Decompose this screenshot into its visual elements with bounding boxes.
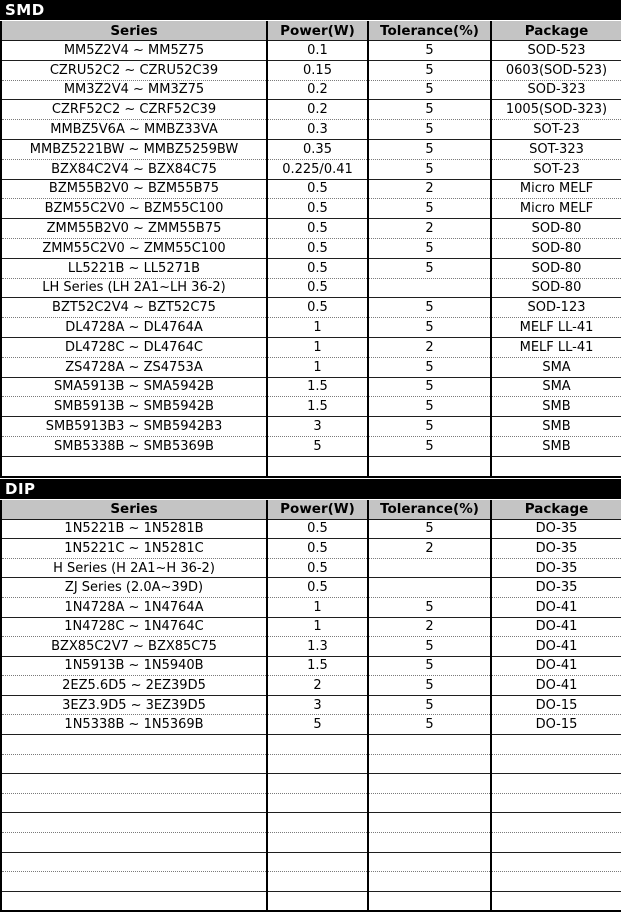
package-cell: MELF LL-41 bbox=[491, 318, 621, 338]
tolerance-cell: 5 bbox=[368, 159, 491, 179]
series-cell bbox=[1, 891, 267, 911]
table-row bbox=[1, 872, 621, 892]
power-cell: 0.2 bbox=[267, 80, 368, 100]
header-row bbox=[1, 21, 621, 41]
power-cell bbox=[267, 774, 368, 794]
table-row bbox=[1, 238, 621, 258]
package-cell: DO-41 bbox=[491, 637, 621, 657]
tolerance-cell: 5 bbox=[368, 436, 491, 456]
package-cell: DO-35 bbox=[491, 519, 621, 539]
table-row bbox=[1, 539, 621, 559]
tolerance-cell: 5 bbox=[368, 377, 491, 397]
column-header-series: Series bbox=[1, 21, 267, 41]
tolerance-cell bbox=[368, 833, 491, 853]
package-cell bbox=[491, 735, 621, 755]
tolerance-cell: 5 bbox=[368, 258, 491, 278]
power-cell: 0.1 bbox=[267, 41, 368, 61]
table-row bbox=[1, 578, 621, 598]
power-cell: 3 bbox=[267, 695, 368, 715]
table-row bbox=[1, 735, 621, 755]
power-cell: 0.3 bbox=[267, 120, 368, 140]
series-cell: ZS4728A ~ ZS4753A bbox=[1, 357, 267, 377]
table-row bbox=[1, 695, 621, 715]
package-cell: SOD-323 bbox=[491, 80, 621, 100]
column-header-power: Power(W) bbox=[267, 21, 368, 41]
tolerance-cell: 5 bbox=[368, 637, 491, 657]
table-row bbox=[1, 298, 621, 318]
table-row bbox=[1, 278, 621, 298]
table-row bbox=[1, 676, 621, 696]
power-cell: 0.5 bbox=[267, 179, 368, 199]
tolerance-cell: 5 bbox=[368, 357, 491, 377]
tolerance-cell: 5 bbox=[368, 139, 491, 159]
package-cell: SMA bbox=[491, 357, 621, 377]
package-cell: 1005(SOD-323) bbox=[491, 100, 621, 120]
table-row bbox=[1, 456, 621, 476]
package-cell bbox=[491, 456, 621, 476]
power-cell: 0.5 bbox=[267, 238, 368, 258]
power-cell: 1 bbox=[267, 318, 368, 338]
tolerance-cell bbox=[368, 872, 491, 892]
table-row bbox=[1, 793, 621, 813]
tolerance-cell bbox=[368, 891, 491, 911]
series-cell: SMB5338B ~ SMB5369B bbox=[1, 436, 267, 456]
column-header-power: Power(W) bbox=[267, 500, 368, 520]
column-header-tolerance: Tolerance(%) bbox=[368, 500, 491, 520]
power-cell: 1 bbox=[267, 357, 368, 377]
tolerance-cell bbox=[368, 754, 491, 774]
table-row bbox=[1, 637, 621, 657]
column-header-series: Series bbox=[1, 500, 267, 520]
table-row bbox=[1, 891, 621, 911]
series-cell: 1N4728A ~ 1N4764A bbox=[1, 597, 267, 617]
package-cell: SOD-80 bbox=[491, 238, 621, 258]
tolerance-cell bbox=[368, 735, 491, 755]
series-cell: 2EZ5.6D5 ~ 2EZ39D5 bbox=[1, 676, 267, 696]
package-cell: SOD-80 bbox=[491, 219, 621, 239]
table-row bbox=[1, 159, 621, 179]
series-cell: 1N5338B ~ 1N5369B bbox=[1, 715, 267, 735]
tolerance-cell: 2 bbox=[368, 179, 491, 199]
package-cell bbox=[491, 872, 621, 892]
table-row bbox=[1, 60, 621, 80]
package-cell: SOT-23 bbox=[491, 159, 621, 179]
series-cell: BZM55C2V0 ~ BZM55C100 bbox=[1, 199, 267, 219]
tolerance-cell: 5 bbox=[368, 298, 491, 318]
tolerance-cell bbox=[368, 278, 491, 298]
tolerance-cell: 5 bbox=[368, 397, 491, 417]
package-cell bbox=[491, 852, 621, 872]
package-cell: MELF LL-41 bbox=[491, 337, 621, 357]
package-cell: SOT-323 bbox=[491, 139, 621, 159]
series-cell: BZX85C2V7 ~ BZX85C75 bbox=[1, 637, 267, 657]
package-cell: SOT-23 bbox=[491, 120, 621, 140]
package-cell: Micro MELF bbox=[491, 199, 621, 219]
package-cell: DO-41 bbox=[491, 597, 621, 617]
section-title-bar bbox=[0, 479, 621, 500]
series-cell bbox=[1, 774, 267, 794]
tolerance-cell: 5 bbox=[368, 318, 491, 338]
series-cell: 1N5913B ~ 1N5940B bbox=[1, 656, 267, 676]
package-cell: SOD-123 bbox=[491, 298, 621, 318]
series-cell bbox=[1, 852, 267, 872]
table-body bbox=[1, 519, 621, 911]
power-cell bbox=[267, 793, 368, 813]
tolerance-cell: 5 bbox=[368, 238, 491, 258]
tolerance-cell: 5 bbox=[368, 695, 491, 715]
table-row bbox=[1, 100, 621, 120]
series-cell: CZRF52C2 ~ CZRF52C39 bbox=[1, 100, 267, 120]
power-cell: 0.5 bbox=[267, 258, 368, 278]
table-row bbox=[1, 715, 621, 735]
package-cell: Micro MELF bbox=[491, 179, 621, 199]
tolerance-cell: 2 bbox=[368, 617, 491, 637]
power-cell: 1 bbox=[267, 337, 368, 357]
power-cell: 5 bbox=[267, 436, 368, 456]
table-row bbox=[1, 357, 621, 377]
parts-table bbox=[0, 21, 621, 478]
package-cell: DO-35 bbox=[491, 558, 621, 578]
table-row bbox=[1, 617, 621, 637]
series-cell: 1N5221C ~ 1N5281C bbox=[1, 539, 267, 559]
series-cell: BZT52C2V4 ~ BZT52C75 bbox=[1, 298, 267, 318]
column-header-package: Package bbox=[491, 21, 621, 41]
power-cell bbox=[267, 754, 368, 774]
table-row bbox=[1, 813, 621, 833]
package-cell bbox=[491, 833, 621, 853]
package-cell: SOD-80 bbox=[491, 258, 621, 278]
table-row bbox=[1, 120, 621, 140]
series-cell bbox=[1, 456, 267, 476]
series-cell: CZRU52C2 ~ CZRU52C39 bbox=[1, 60, 267, 80]
power-cell: 2 bbox=[267, 676, 368, 696]
power-cell: 0.2 bbox=[267, 100, 368, 120]
package-cell: SMB bbox=[491, 397, 621, 417]
power-cell: 0.5 bbox=[267, 199, 368, 219]
tolerance-cell: 5 bbox=[368, 100, 491, 120]
tolerance-cell: 5 bbox=[368, 676, 491, 696]
tolerance-cell: 5 bbox=[368, 656, 491, 676]
table-row bbox=[1, 318, 621, 338]
power-cell: 0.5 bbox=[267, 539, 368, 559]
package-cell: SOD-523 bbox=[491, 41, 621, 61]
power-cell: 0.5 bbox=[267, 558, 368, 578]
package-cell: DO-35 bbox=[491, 578, 621, 598]
table-row bbox=[1, 377, 621, 397]
power-cell: 1.3 bbox=[267, 637, 368, 657]
tolerance-cell: 5 bbox=[368, 199, 491, 219]
tolerance-cell: 2 bbox=[368, 539, 491, 559]
package-cell: SMB bbox=[491, 436, 621, 456]
package-cell bbox=[491, 793, 621, 813]
series-cell bbox=[1, 833, 267, 853]
tolerance-cell bbox=[368, 793, 491, 813]
series-cell: ZMM55C2V0 ~ ZMM55C100 bbox=[1, 238, 267, 258]
table-row bbox=[1, 656, 621, 676]
table-body bbox=[1, 41, 621, 477]
tolerance-cell bbox=[368, 578, 491, 598]
power-cell: 0.225/0.41 bbox=[267, 159, 368, 179]
table-row bbox=[1, 179, 621, 199]
series-cell bbox=[1, 793, 267, 813]
power-cell: 0.5 bbox=[267, 298, 368, 318]
table-row bbox=[1, 258, 621, 278]
series-cell: DL4728C ~ DL4764C bbox=[1, 337, 267, 357]
table-row bbox=[1, 833, 621, 853]
series-cell bbox=[1, 754, 267, 774]
power-cell: 0.15 bbox=[267, 60, 368, 80]
tolerance-cell bbox=[368, 852, 491, 872]
package-cell: SMA bbox=[491, 377, 621, 397]
tolerance-cell: 5 bbox=[368, 597, 491, 617]
package-cell: DO-15 bbox=[491, 715, 621, 735]
table-section bbox=[0, 479, 621, 913]
power-cell bbox=[267, 891, 368, 911]
power-cell: 0.35 bbox=[267, 139, 368, 159]
series-cell: MM5Z2V4 ~ MM5Z75 bbox=[1, 41, 267, 61]
power-cell bbox=[267, 852, 368, 872]
power-cell: 5 bbox=[267, 715, 368, 735]
power-cell: 1.5 bbox=[267, 377, 368, 397]
table-row bbox=[1, 41, 621, 61]
table-row bbox=[1, 219, 621, 239]
package-cell bbox=[491, 891, 621, 911]
column-header-package: Package bbox=[491, 500, 621, 520]
table-row bbox=[1, 337, 621, 357]
series-cell bbox=[1, 813, 267, 833]
series-cell: SMA5913B ~ SMA5942B bbox=[1, 377, 267, 397]
tolerance-cell bbox=[368, 774, 491, 794]
series-cell: BZX84C2V4 ~ BZX84C75 bbox=[1, 159, 267, 179]
series-cell: SMB5913B ~ SMB5942B bbox=[1, 397, 267, 417]
series-cell: ZMM55B2V0 ~ ZMM55B75 bbox=[1, 219, 267, 239]
series-cell: 1N4728C ~ 1N4764C bbox=[1, 617, 267, 637]
power-cell: 1 bbox=[267, 617, 368, 637]
power-cell: 0.5 bbox=[267, 219, 368, 239]
power-cell: 1 bbox=[267, 597, 368, 617]
power-cell bbox=[267, 456, 368, 476]
table-row bbox=[1, 80, 621, 100]
table-row bbox=[1, 754, 621, 774]
tolerance-cell: 5 bbox=[368, 41, 491, 61]
tolerance-cell bbox=[368, 558, 491, 578]
series-cell: MMBZ5V6A ~ MMBZ33VA bbox=[1, 120, 267, 140]
column-header-tolerance: Tolerance(%) bbox=[368, 21, 491, 41]
power-cell bbox=[267, 833, 368, 853]
power-cell bbox=[267, 735, 368, 755]
series-cell: LH Series (LH 2A1~LH 36-2) bbox=[1, 278, 267, 298]
section-title: SMD bbox=[5, 1, 45, 19]
table-row bbox=[1, 852, 621, 872]
package-cell: DO-15 bbox=[491, 695, 621, 715]
table-row bbox=[1, 519, 621, 539]
parts-table bbox=[0, 500, 621, 913]
series-cell: ZJ Series (2.0A~39D) bbox=[1, 578, 267, 598]
package-cell: DO-41 bbox=[491, 656, 621, 676]
table-row bbox=[1, 417, 621, 437]
table-row bbox=[1, 397, 621, 417]
tolerance-cell: 5 bbox=[368, 60, 491, 80]
series-cell: SMB5913B3 ~ SMB5942B3 bbox=[1, 417, 267, 437]
series-cell: LL5221B ~ LL5271B bbox=[1, 258, 267, 278]
series-cell: MM3Z2V4 ~ MM3Z75 bbox=[1, 80, 267, 100]
tolerance-cell: 5 bbox=[368, 120, 491, 140]
series-cell: H Series (H 2A1~H 36-2) bbox=[1, 558, 267, 578]
table-row bbox=[1, 436, 621, 456]
power-cell: 3 bbox=[267, 417, 368, 437]
table-row bbox=[1, 139, 621, 159]
table-row bbox=[1, 597, 621, 617]
series-cell: MMBZ5221BW ~ MMBZ5259BW bbox=[1, 139, 267, 159]
series-cell: 3EZ3.9D5 ~ 3EZ39D5 bbox=[1, 695, 267, 715]
tolerance-cell: 2 bbox=[368, 337, 491, 357]
tolerance-cell bbox=[368, 813, 491, 833]
series-cell: BZM55B2V0 ~ BZM55B75 bbox=[1, 179, 267, 199]
power-cell: 1.5 bbox=[267, 656, 368, 676]
tolerance-cell: 2 bbox=[368, 219, 491, 239]
table-row bbox=[1, 774, 621, 794]
tolerance-cell bbox=[368, 456, 491, 476]
series-cell: DL4728A ~ DL4764A bbox=[1, 318, 267, 338]
series-cell: 1N5221B ~ 1N5281B bbox=[1, 519, 267, 539]
series-cell bbox=[1, 872, 267, 892]
section-title-bar bbox=[0, 0, 621, 21]
power-cell bbox=[267, 813, 368, 833]
section-title: DIP bbox=[5, 479, 36, 498]
tolerance-cell: 5 bbox=[368, 519, 491, 539]
table-row bbox=[1, 199, 621, 219]
package-cell: 0603(SOD-523) bbox=[491, 60, 621, 80]
package-cell: SOD-80 bbox=[491, 278, 621, 298]
power-cell: 0.5 bbox=[267, 278, 368, 298]
package-cell bbox=[491, 813, 621, 833]
package-cell bbox=[491, 774, 621, 794]
power-cell: 0.5 bbox=[267, 578, 368, 598]
package-cell: SMB bbox=[491, 417, 621, 437]
power-cell: 1.5 bbox=[267, 397, 368, 417]
tolerance-cell: 5 bbox=[368, 715, 491, 735]
package-cell: DO-35 bbox=[491, 539, 621, 559]
tolerance-cell: 5 bbox=[368, 80, 491, 100]
header-row bbox=[1, 500, 621, 520]
tolerance-cell: 5 bbox=[368, 417, 491, 437]
package-cell bbox=[491, 754, 621, 774]
package-cell: DO-41 bbox=[491, 617, 621, 637]
power-cell bbox=[267, 872, 368, 892]
series-cell bbox=[1, 735, 267, 755]
table-row bbox=[1, 558, 621, 578]
power-cell: 0.5 bbox=[267, 519, 368, 539]
package-cell: DO-41 bbox=[491, 676, 621, 696]
